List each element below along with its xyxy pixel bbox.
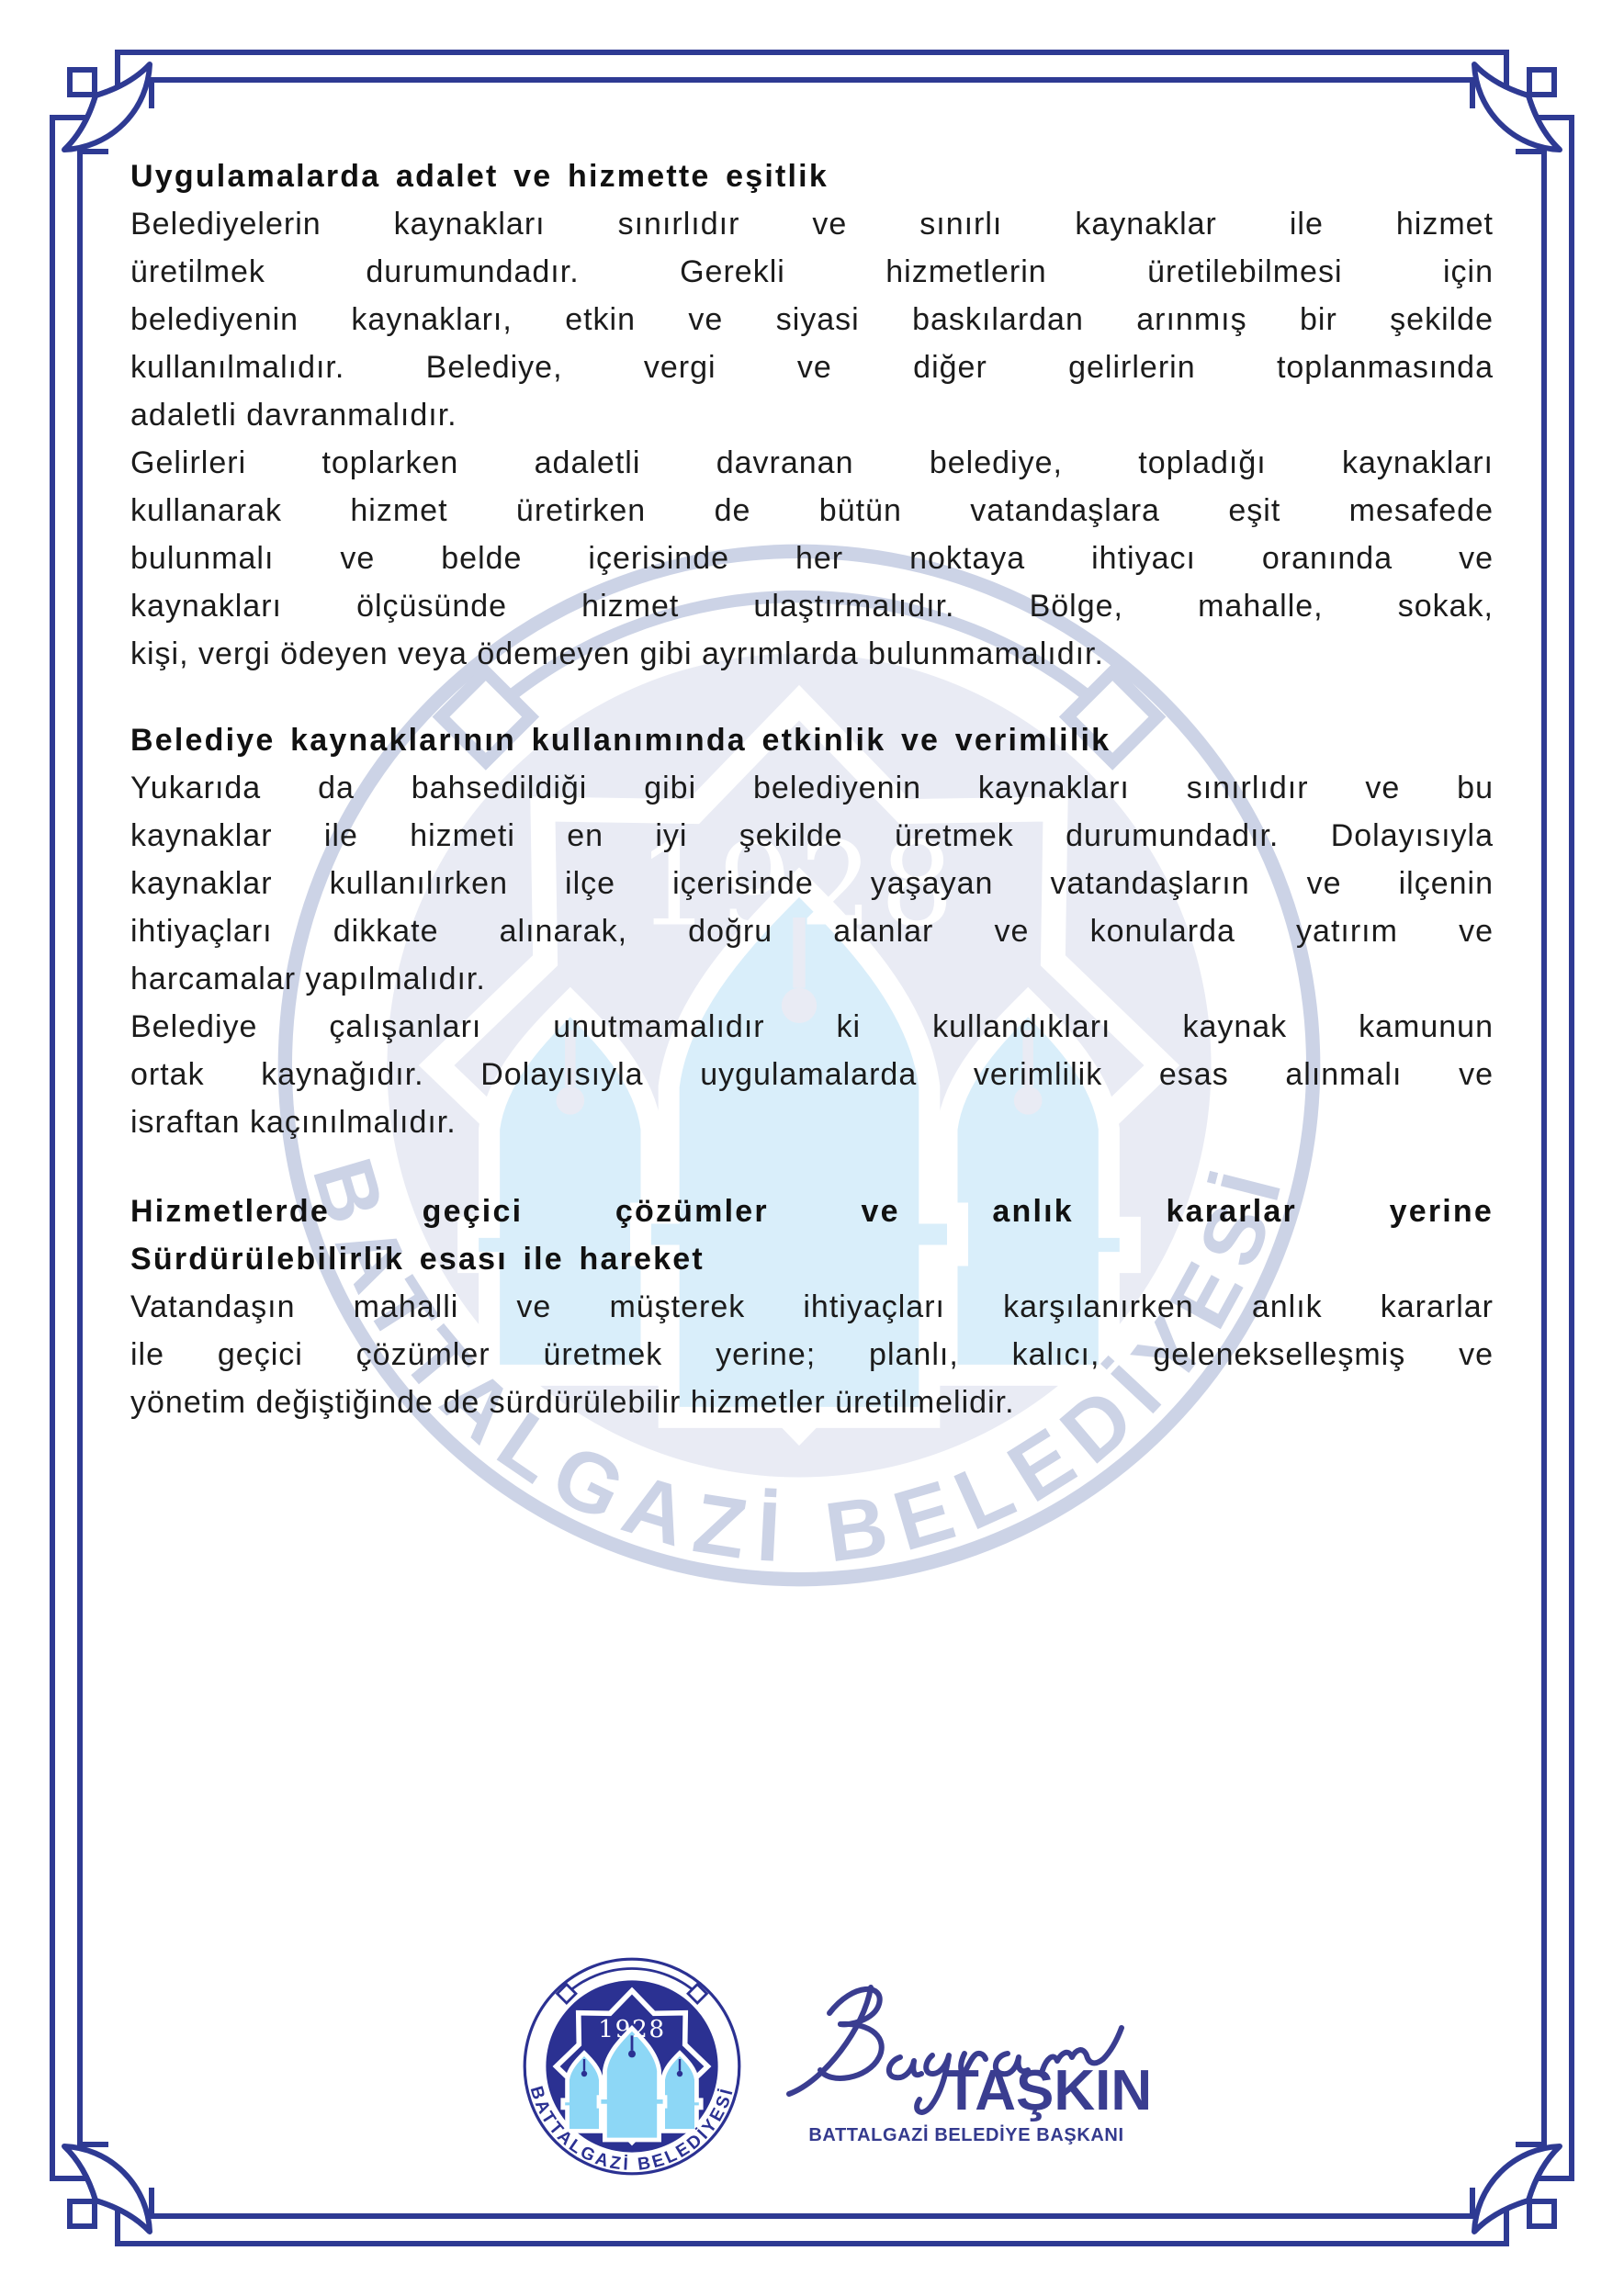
signature-title: BATTALGAZİ BELEDİYE BAŞKANI (808, 2125, 1124, 2145)
section-heading (130, 1187, 1494, 1283)
text-line: Yukarıda da bahsedildiği gibi belediyenin kaynakları sınırlıdır ve bu (130, 771, 1494, 805)
paragraph (130, 764, 1494, 1003)
text-line: yönetim değiştiğinde de sürdürülebilir hizmetler üretilmelidir. (130, 1385, 1015, 1420)
text-line: kişi, vergi ödeyen veya ödemeyen gibi ayrımlarda bulunmamalıdır. (130, 636, 1104, 671)
text-line: ortak kaynağıdır. Dolayısıyla uygulamalarda verimlilik esas alınmalı ve (130, 1057, 1494, 1092)
text-line: kaynakları ölçüsünde hizmet ulaştırmalıdır. Bölge, mahalle, sokak, (130, 589, 1494, 624)
text-line: Vatandaşın mahalli ve müşterek ihtiyaçları karşılanırken anlık kararlar (130, 1289, 1494, 1324)
section-equality (130, 152, 1494, 678)
section-efficiency (130, 716, 1494, 1146)
text-line: Uygulamalarda adalet ve hizmette eşitlik (130, 159, 829, 194)
text-line: ile geçici çözümler üretmek yerine; planlı, kalıcı, gelenekselleşmiş ve (130, 1337, 1494, 1372)
text-line: bulunmalı ve belde içerisinde her noktaya ihtiyacı oranında ve (130, 541, 1494, 576)
text-line: Gelirleri toplarken adaletli davranan belediye, topladığı kaynakları (130, 445, 1494, 480)
text-line: israftan kaçınılmalıdır. (130, 1105, 457, 1140)
text-line: adaletli davranmalıdır. (130, 398, 457, 433)
municipality-logo (522, 1956, 742, 2177)
text-line: kaynaklar ile hizmeti en iyi şekilde üretmek durumundadır. Dolayısıyla (130, 818, 1494, 853)
corner-ornament-top-right (1474, 64, 1560, 150)
corner-ornament-top-left (64, 64, 150, 150)
section-heading (130, 716, 1494, 764)
page-body-text (130, 152, 1494, 1426)
text-line: üretilmek durumundadır. Gerekli hizmetlerin üretilebilmesi için (130, 254, 1494, 289)
text-line: Sürdürülebilirlik esası ile hareket (130, 1242, 705, 1277)
paragraph (130, 1283, 1494, 1426)
signature-surname: TAŞKIN (944, 2059, 1153, 2122)
text-line: Belediye kaynaklarının kullanımında etkinlik ve verimlilik (130, 723, 1111, 758)
text-line: belediyenin kaynakları, etkin ve siyasi baskılardan arınmış bir şekilde (130, 302, 1494, 337)
text-line: harcamalar yapılmalıdır. (130, 962, 486, 996)
text-line: kullanılmalıdır. Belediye, vergi ve diğer gelirlerin toplanmasında (130, 350, 1494, 385)
corner-ornament-bottom-left (64, 2146, 150, 2232)
section-sustainability (130, 1187, 1494, 1426)
text-line: Belediye çalışanları unutmamalıdır ki kullandıkları kaynak kamunun (130, 1009, 1494, 1044)
paragraph (130, 1003, 1494, 1146)
text-line: kaynaklar kullanılırken ilçe içerisinde yaşayan vatandaşların ve ilçenin (130, 866, 1494, 901)
paragraph (130, 200, 1494, 439)
text-line: Hizmetlerde geçici çözümler ve anlık kararlar yerine (130, 1194, 1494, 1229)
text-line: ihtiyaçları dikkate alınarak, doğru alanlar ve konularda yatırım ve (130, 914, 1494, 949)
text-line: kullanarak hizmet üretirken de bütün vatandaşlara eşit mesafede (130, 493, 1494, 528)
corner-ornament-bottom-right (1474, 2146, 1560, 2232)
section-heading (130, 152, 1494, 200)
text-line: Belediyelerin kaynakları sınırlıdır ve sınırlı kaynaklar ile hizmet (130, 207, 1494, 242)
paragraph (130, 439, 1494, 678)
